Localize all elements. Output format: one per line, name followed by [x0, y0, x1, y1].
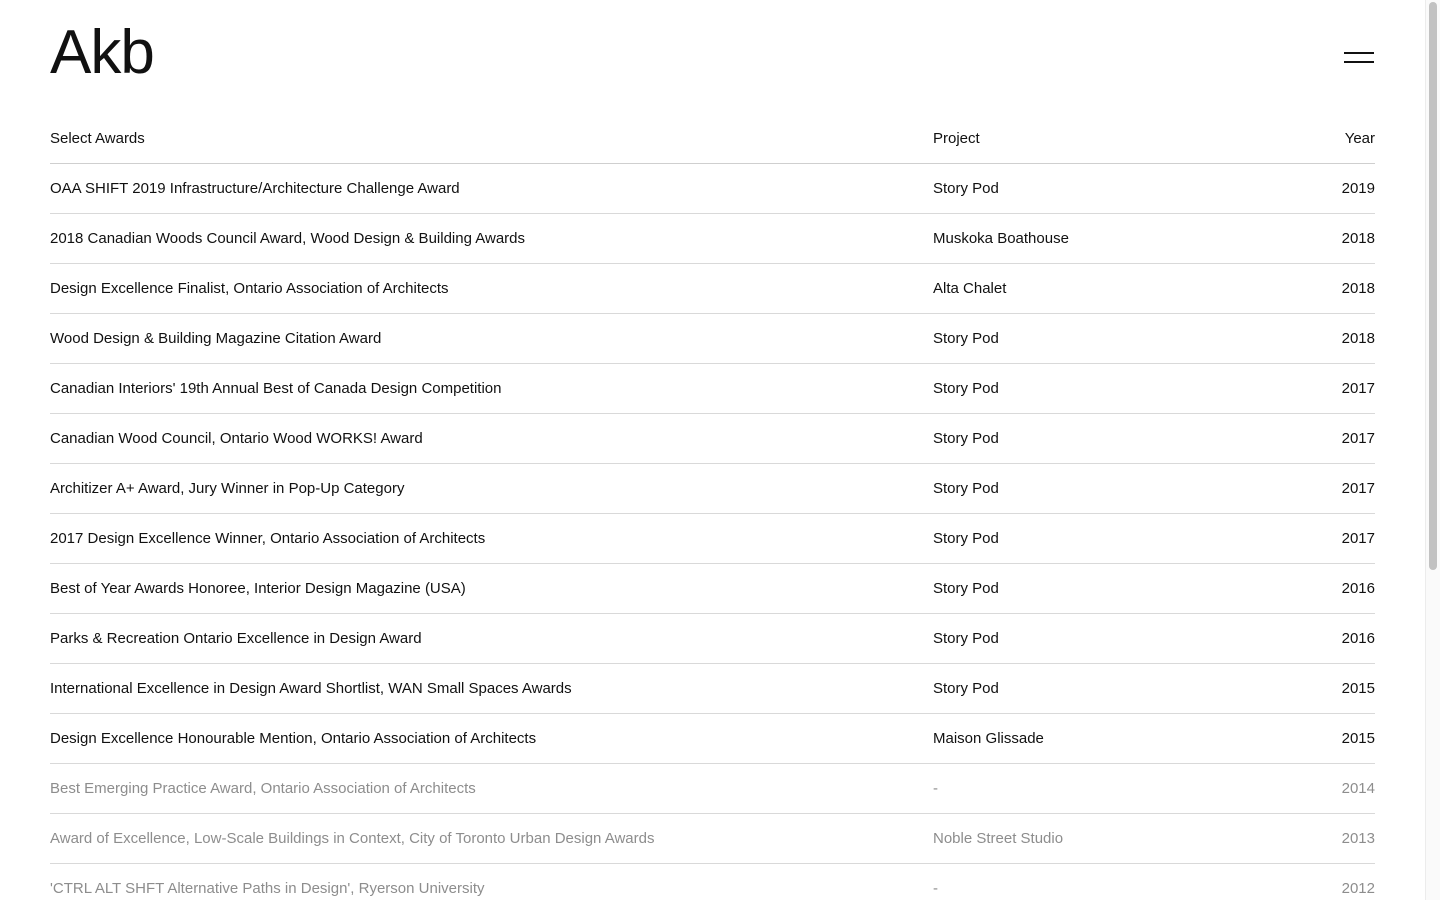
menu-line-bottom — [1344, 61, 1374, 63]
year-cell: 2016 — [1341, 580, 1375, 597]
year-cell: 2017 — [1341, 530, 1375, 547]
year-cell: 2017 — [1341, 430, 1375, 447]
award-cell: Design Excellence Finalist, Ontario Association of Architects — [50, 280, 449, 297]
table-row[interactable] — [50, 464, 1375, 514]
project-cell: Story Pod — [933, 430, 999, 447]
award-cell: Parks & Recreation Ontario Excellence in Design Award — [50, 630, 422, 647]
project-cell: Story Pod — [933, 330, 999, 347]
table-header — [50, 114, 1375, 164]
logo[interactable]: Akb — [50, 18, 154, 87]
award-cell: Canadian Wood Council, Ontario Wood WORKS! Award — [50, 430, 423, 447]
project-cell: Story Pod — [933, 580, 999, 597]
table-row[interactable] — [50, 214, 1375, 264]
awards-table — [50, 114, 1375, 900]
year-cell: 2015 — [1341, 680, 1375, 697]
award-cell: Canadian Interiors' 19th Annual Best of Canada Design Competition — [50, 380, 502, 397]
year-cell: 2018 — [1341, 280, 1375, 297]
project-cell: Story Pod — [933, 380, 999, 397]
project-cell: Alta Chalet — [933, 280, 1007, 297]
project-cell: Maison Glissade — [933, 730, 1044, 747]
project-cell: - — [933, 880, 938, 897]
project-cell: Story Pod — [933, 680, 999, 697]
table-row[interactable] — [50, 364, 1375, 414]
table-row[interactable] — [50, 164, 1375, 214]
award-cell: 2018 Canadian Woods Council Award, Wood Design & Building Awards — [50, 230, 526, 247]
project-cell: Story Pod — [933, 180, 999, 197]
award-cell: Best Emerging Practice Award, Ontario Association of Architects — [50, 780, 476, 797]
table-body — [50, 164, 1375, 900]
award-cell: Wood Design & Building Magazine Citation Award — [50, 330, 382, 347]
table-row[interactable] — [50, 714, 1375, 764]
year-cell: 2019 — [1341, 180, 1375, 197]
year-cell: 2016 — [1341, 630, 1375, 647]
project-cell: Muskoka Boathouse — [933, 230, 1069, 247]
table-row[interactable] — [50, 414, 1375, 464]
award-cell: International Excellence in Design Award Shortlist, WAN Small Spaces Awards — [50, 680, 572, 697]
award-cell: Architizer A+ Award, Jury Winner in Pop-Up Category — [50, 480, 405, 497]
table-row[interactable] — [50, 314, 1375, 364]
award-cell: 2017 Design Excellence Winner, Ontario Association of Architects — [50, 530, 486, 547]
year-cell: 2018 — [1341, 230, 1375, 247]
table-row[interactable] — [50, 614, 1375, 664]
award-cell: OAA SHIFT 2019 Infrastructure/Architecture Challenge Award — [50, 180, 460, 197]
project-cell: Noble Street Studio — [933, 830, 1064, 847]
scrollbar[interactable] — [1425, 0, 1440, 900]
header-project: Project — [933, 130, 980, 147]
year-cell: 2013 — [1341, 830, 1375, 847]
table-row[interactable] — [50, 514, 1375, 564]
table-row[interactable] — [50, 814, 1375, 864]
header-award: Select Awards — [50, 130, 145, 147]
table-row[interactable] — [50, 764, 1375, 814]
year-cell: 2012 — [1341, 880, 1375, 897]
project-cell: Story Pod — [933, 480, 999, 497]
hamburger-menu-icon[interactable] — [1340, 46, 1378, 70]
award-cell: 'CTRL ALT SHFT Alternative Paths in Design', Ryerson University — [50, 880, 485, 897]
project-cell: Story Pod — [933, 630, 999, 647]
year-cell: 2018 — [1341, 330, 1375, 347]
award-cell: Best of Year Awards Honoree, Interior Design Magazine (USA) — [50, 580, 466, 597]
table-row[interactable] — [50, 664, 1375, 714]
project-cell: Story Pod — [933, 530, 999, 547]
year-cell: 2014 — [1341, 780, 1375, 797]
table-row[interactable] — [50, 864, 1375, 900]
scrollbar-thumb[interactable] — [1429, 2, 1437, 570]
award-cell: Design Excellence Honourable Mention, Ontario Association of Architects — [50, 730, 537, 747]
header-year: Year — [1344, 130, 1375, 147]
project-cell: - — [933, 780, 938, 797]
year-cell: 2015 — [1341, 730, 1375, 747]
year-cell: 2017 — [1341, 380, 1375, 397]
table-row[interactable] — [50, 564, 1375, 614]
award-cell: Award of Excellence, Low-Scale Buildings in Context, City of Toronto Urban Design Awards — [50, 830, 655, 847]
year-cell: 2017 — [1341, 480, 1375, 497]
table-row[interactable] — [50, 264, 1375, 314]
menu-line-top — [1344, 52, 1374, 54]
